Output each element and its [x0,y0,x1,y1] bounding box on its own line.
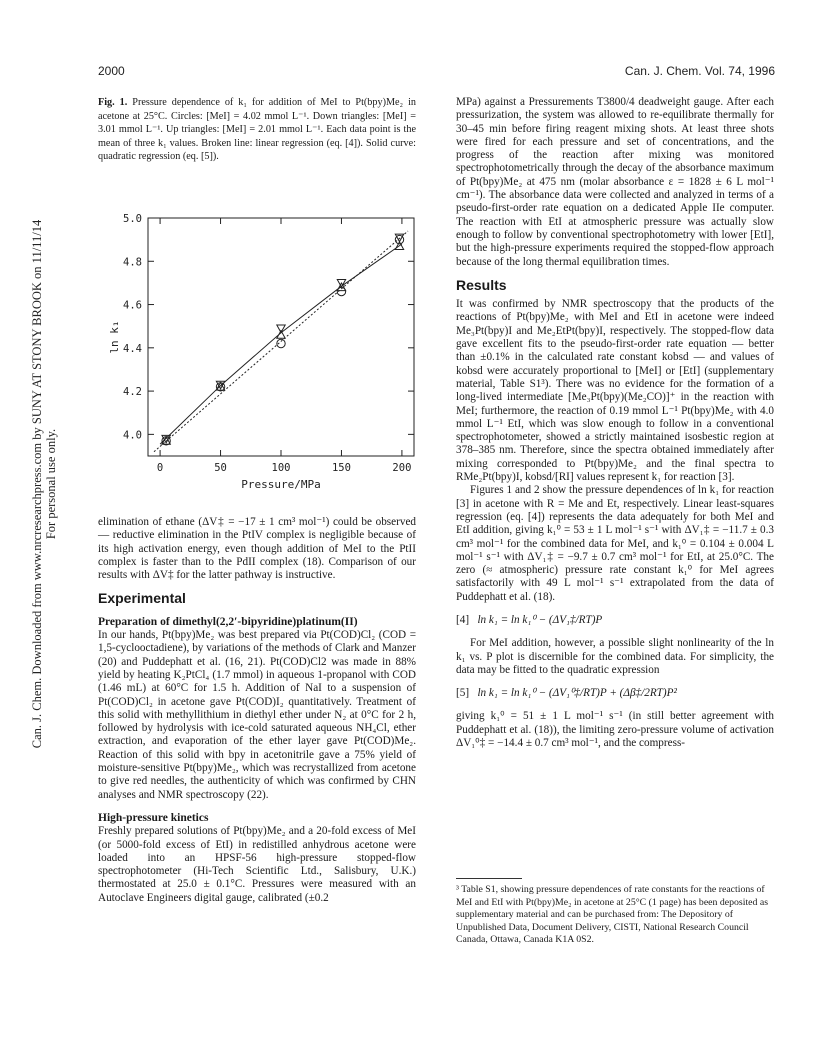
preparation-heading: Preparation of dimethyl(2,2′-bipyridine)platinum(II) [98,615,358,628]
high-pressure-paragraph: Freshly prepared solutions of Pt(bpy)Me₂ and a 20-fold excess of MeI (or 5000-fold excess of EtI) in redistilled anhydrous acetone were loaded into an HPSF-56 high-pressure stopped-flow spectrophotometer (Hi-Tech Scientific Ltd., Salisbury, U.K.) thermostated at 25.0 ± 0.1°C. Pressures were measured with an Autoclave Engineers digital gauge, calibrated (±0.2 [98,825,416,904]
y-tick-label: 4.2 [123,386,142,399]
left-column [98,516,416,905]
page-number: 2000 [98,64,125,78]
y-tick-label: 4.6 [123,299,142,312]
right-column [456,96,774,750]
figure-caption [98,96,416,164]
quadratic-fit-curve [160,244,402,444]
chart-svg [108,206,428,506]
linear-fit-line [154,231,408,452]
results-paragraph-4: giving k₁⁰ = 51 ± 1 L mol⁻¹ s⁻¹ (in still better agreement with Puddephatt et al. (18)), the limiting zero-pressure volume of activation ΔV₁⁰‡ = −14.4 ± 0.7 cm³ mol⁻¹, and the compress- [456,710,774,750]
x-tick-label: 200 [392,462,412,474]
footnote-rule [456,878,522,879]
method-continued-paragraph: MPa) against a Pressurements T3800/4 deadweight gauge. After each pressurization, the system was allowed to re-equilibrate thermally for 30–45 min before firing reagent mixing shots. At least three shots were fired for each pressure and set of concentrations, and the progress of the reaction after mixing was monitored spectrophotometrically through the decay of the absorbance maximum of Pt(bpy)Me₂ at 475 nm (molar absorbance ε = 1828 ± 6 L mol⁻¹ cm⁻¹). The absorbance data were collected and analyzed in terms of a pseudo-first-order rate equation on a dedicated Apple IIe computer. The reaction with EtI at atmospheric pressure was actually slow enough to follow by conventional spectrophotometry with lower [EtI], but the high-pressure experiments required the stopped-flow approach because of the long thermal equilibration times. [456,96,774,268]
y-tick-label: 4.8 [123,256,142,269]
watermark-line-1: Can. J. Chem. Downloaded from www.nrcresearchpress.com by SUNY AT STONY BROOK on 11/11/14 [30,219,44,749]
caption-label: Fig. 1. [98,97,128,108]
intro-paragraph: elimination of ethane (ΔV‡ = −17 ± 1 cm³ mol⁻¹) could be observed — reductive elimination in the PtIV complex is negligible because of its high activation energy, even though addition of MeI to the PtII complex is faster than to the PdII complex (18). Comparison of our results with ΔV‡ for the latter pathway is instructive. [98,516,416,582]
equation-4-body: ln k₁ = ln k₁⁰ − (ΔV₁‡/RT)P [477,613,603,626]
figure-1-chart [108,206,428,506]
y-tick-label: 5.0 [123,213,142,225]
x-axis-label: Pressure/MPa [241,478,321,491]
plot-frame [148,218,414,456]
results-paragraph-2: Figures 1 and 2 show the pressure dependences of ln k₁ for reaction [3] in acetone with R = Me and Et, respectively. Linear least-squares regression (eq. [4]) represents the data adequately for both MeI and EtI addition, giving k₁⁰ = 53 ± 1 L mol⁻¹ s⁻¹ with ΔV₁‡ = −11.7 ± 0.3 cm³ mol⁻¹ for the combined data for MeI, and k₁⁰ = 0.104 ± 0.004 L mol⁻¹ s⁻¹ with ΔV₁‡ = −9.7 ± 0.7 cm³ mol⁻¹ for EtI, at 25.0°C. The zero (≈ atmospheric) pressure rate constant k₁⁰ for MeI agrees satisfactorily with 49 L mol⁻¹ s⁻¹ extrapolated from the data of Puddephatt et al. (18). [456,484,774,603]
equation-5 [456,687,774,700]
x-tick-label: 150 [331,462,351,474]
download-watermark [30,204,58,764]
equation-4-number: [4] [456,613,470,626]
equation-4 [456,614,774,627]
caption-text: Pressure dependence of k₁ for addition of MeI to Pt(bpy)Me₂ in acetone at 25°C. Circles: [MeI] = 4.02 mmol L⁻¹. Down triangles: [MeI] = 3.01 mmol L⁻¹. Up triangles: [MeI] = 2.01 mmol L⁻¹. Each data point is the mean of three k₁ values. Broken line: linear regression (eq. [4]). Solid curve: quadratic regression (eq. [5]). [98,97,416,162]
results-paragraph-3: For MeI addition, however, a possible slight nonlinearity of the ln k₁ vs. P plot is discernible for the combined data. For simplicity, the data may be fitted to the quadratic expression [456,637,774,676]
x-tick-label: 100 [271,462,291,474]
x-tick-label: 50 [214,462,227,474]
results-paragraph-1: It was confirmed by NMR spectroscopy that the products of the reactions of Pt(bpy)Me₂ with MeI and EtI in acetone were indeed Me₃Pt(bpy)I and Me₂EtPt(bpy)I, respectively. The stopped-flow data gave excellent fits to the pseudo-first-order rate equation — better than ±0.1% in the calculated rate constant kobsd — and values of kobsd were accurately proportional to [MeI] or [EtI] (supplementary material, Table S1³). There was no evidence for the formation of a long-lived intermediate [Me₃Pt(bpy)(Me₂CO)]⁺ in the reaction with MeI; furthermore, the reaction of 0.19 mmol L⁻¹ Pt(bpy)Me₂ with 4.0 mmol L⁻¹ EtI, which was slow enough to follow in a conventional spectrophotometer, showed a strictly maintained isosbestic region at 378–385 nm. Therefore, since the spectra obtained immediately after mixing corresponded to Pt(bpy)Me₂ and the final spectra to RMe₂Pt(bpy)I, kobsd/[RI] values represent k₁ for reaction [3]. [456,298,774,484]
y-axis-label: ln k₁ [108,320,121,354]
results-heading: Results [456,276,507,293]
experimental-heading: Experimental [98,590,186,607]
equation-5-number: [5] [456,687,470,700]
footnote: ³ Table S1, showing pressure dependences of rate constants for the reactions of MeI and EtI with Pt(bpy)Me₂ in acetone at 25°C (1 page) has been deposited as supplementary material and can be purchased from: The Depository of Unpublished Data, Document Delivery, CISTI, National Research Council Canada, Ottawa, Canada K1A 0S2. [456,884,769,945]
journal-citation: Can. J. Chem. Vol. 74, 1996 [624,64,775,78]
high-pressure-heading: High-pressure kinetics [98,811,209,824]
equation-5-body: ln k₁ = ln k₁⁰ − (ΔV₁⁰‡/RT)P + (Δβ‡/2RT)P² [477,687,677,700]
y-tick-label: 4.4 [123,342,142,355]
watermark-line-2: For personal use only. [44,428,58,540]
y-tick-label: 4.0 [123,429,142,442]
preparation-paragraph: In our hands, Pt(bpy)Me₂ was best prepared via Pt(COD)Cl₂ (COD = 1,5-cyclooctadiene), by variations of the methods of Clark and Manzer (20) and Puddephatt et al. (16, 21). Pt(COD)Cl2 was made in 88% yield by heating K₂PtCl₄ (1.7 mmol) in aqueous 1-propanol with COD (1.46 mL) at 60°C for 1.5 h. Addition of NaI to a suspension of Pt(COD)Cl₂ in acetone gave Pt(COD)I₂ quantitatively. Treatment of this solid with methyllithium in diethyl ether under N₂ at 0°C for 2 h, followed by hydrolysis with ice-cold saturated aqueous NH₄Cl, ether extraction, and evaporation of the ether layer gave Pt(COD)Me₂. Reaction of this solid with bpy in acetonitrile gave a 75% yield of moisture-sensitive Pt(bpy)Me₂, which was recrystallized from acetone to give red needles, the authenticity of which was confirmed by CHN analyses and NMR spectroscopy (22). [98,629,416,801]
x-tick-label: 0 [156,462,164,474]
